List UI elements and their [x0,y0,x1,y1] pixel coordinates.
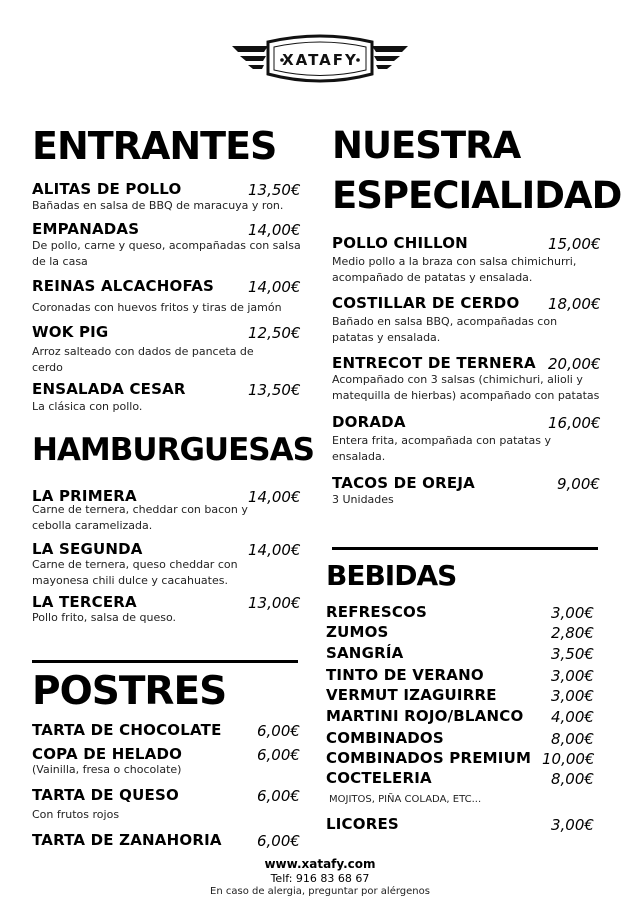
menu-item-price: 14,00€ [248,221,301,239]
menu-item-desc: Bañadas en salsa de BBQ de maracuya y ron. [32,199,284,212]
footer-website: www.xatafy.com [264,857,376,871]
drink-price: 4,00€ [551,708,594,726]
menu-item-name: WOK PIG [32,323,109,341]
menu-item-price: 18,00€ [548,295,601,313]
menu-item-name: LA SEGUNDA [32,540,143,558]
drink-name: SANGRÍA [326,644,404,662]
section-title-entrantes: ENTRANTES [32,124,277,168]
drink-price: 3,50€ [551,645,594,663]
section-title-especialidad-line1: NUESTRA [332,124,521,167]
menu-item-price: 14,00€ [248,488,301,506]
menu-item-price: 12,50€ [248,324,301,342]
drink-price: 3,00€ [551,687,594,705]
drink-name: COCTELERIA [326,769,432,787]
menu-item-name: LA TERCERA [32,593,137,611]
menu-item-price: 6,00€ [257,746,300,764]
menu-item-name: TARTA DE ZANAHORIA [32,831,222,849]
drink-name: VERMUT IZAGUIRRE [326,686,497,704]
drink-price: 2,80€ [551,624,594,642]
menu-item-desc: 3 Unidades [332,493,394,506]
menu-item-price: 14,00€ [248,541,301,559]
menu-item-name: TARTA DE QUESO [32,786,179,804]
drink-price: 10,00€ [542,750,595,768]
menu-item-name: REINAS ALCACHOFAS [32,277,215,295]
menu-item-name: LA PRIMERA [32,487,137,505]
drink-price: 3,00€ [551,667,594,685]
drink-price: 8,00€ [551,770,594,788]
menu-item-desc: Pollo frito, salsa de queso. [32,611,177,624]
menu-item-desc: Carne de ternera, queso cheddar con mayonesa chili dulce y cacahuates. [32,558,238,587]
drink-name: COMBINADOS PREMIUM [326,749,532,767]
menu-item-name: ALITAS DE POLLO [32,180,182,198]
section-title-postres: POSTRES [32,669,227,714]
menu-item-price: 16,00€ [548,414,601,432]
menu-item-desc: Carne de ternera, cheddar con bacon y cebolla caramelizada. [32,503,248,532]
drink-name: TINTO DE VERANO [326,666,484,684]
section-title-hamburguesas: HAMBURGUESAS [32,432,314,468]
menu-item-name: ENTRECOT DE TERNERA [332,354,536,372]
menu-item-price: 14,00€ [248,278,301,296]
drink-price: 3,00€ [551,816,594,834]
footer-allergy-note: En caso de alergia, preguntar por alérgenos [210,886,430,897]
menu-item-price: 20,00€ [548,355,601,373]
menu-item-name: COPA DE HELADO [32,745,183,763]
logo-text: XATAFY [282,51,358,69]
menu-item-price: 15,00€ [548,235,601,253]
menu-item-desc: Entera frita, acompañada con patatas y ensalada. [332,434,551,463]
menu-item-name: COSTILLAR DE CERDO [332,294,520,312]
drink-price: 8,00€ [551,730,594,748]
menu-item-price: 6,00€ [257,722,300,740]
menu-item-desc: Coronadas con huevos fritos y tiras de jamón [32,301,282,314]
section-divider [332,547,598,550]
menu-item-name: TARTA DE CHOCOLATE [32,721,222,739]
footer-phone: Telf: 916 83 68 67 [270,872,370,885]
menu-item-name: DORADA [332,413,406,431]
menu-item-desc: Con frutos rojos [32,808,120,821]
drink-price: 3,00€ [551,604,594,622]
drink-name: LICORES [326,815,399,833]
menu-item-desc: Medio pollo a la braza con salsa chimichurri, acompañado de patatas y ensalada. [332,255,577,284]
menu-item-name: ENSALADA CESAR [32,380,186,398]
cocteleria-note: MOJITOS, PIÑA COLADA, ETC... [329,794,482,805]
brand-logo [228,28,412,92]
menu-item-name: TACOS DE OREJA [332,474,475,492]
menu-item-price: 9,00€ [557,475,600,493]
drink-name: MARTINI ROJO/BLANCO [326,707,524,725]
menu-item-desc: Bañado en salsa BBQ, acompañadas con patatas y ensalada. [332,315,558,344]
menu-item-price: 13,50€ [248,181,301,199]
menu-item-desc: De pollo, carne y queso, acompañadas con salsa de la casa [32,239,301,268]
menu-item-desc: (Vainilla, fresa o chocolate) [32,763,182,776]
menu-item-price: 13,00€ [248,594,301,612]
menu-item-price: 6,00€ [257,787,300,805]
menu-item-desc: Arroz salteado con dados de panceta de cerdo [32,345,254,374]
section-title-especialidad-line2: ESPECIALIDAD [332,174,622,217]
menu-item-price: 6,00€ [257,832,300,850]
section-divider [32,660,298,663]
menu-item-desc: La clásica con pollo. [32,400,143,413]
menu-item-desc: Acompañado con 3 salsas (chimichuri, alioli y matequilla de hierbas) acompañado con patatas [332,373,600,402]
drink-name: ZUMOS [326,623,389,641]
drink-name: REFRESCOS [326,603,428,621]
drink-name: COMBINADOS [326,729,444,747]
menu-item-price: 13,50€ [248,381,301,399]
menu-item-name: POLLO CHILLON [332,234,468,252]
section-title-bebidas: BEBIDAS [326,559,457,592]
menu-item-name: EMPANADAS [32,220,140,238]
